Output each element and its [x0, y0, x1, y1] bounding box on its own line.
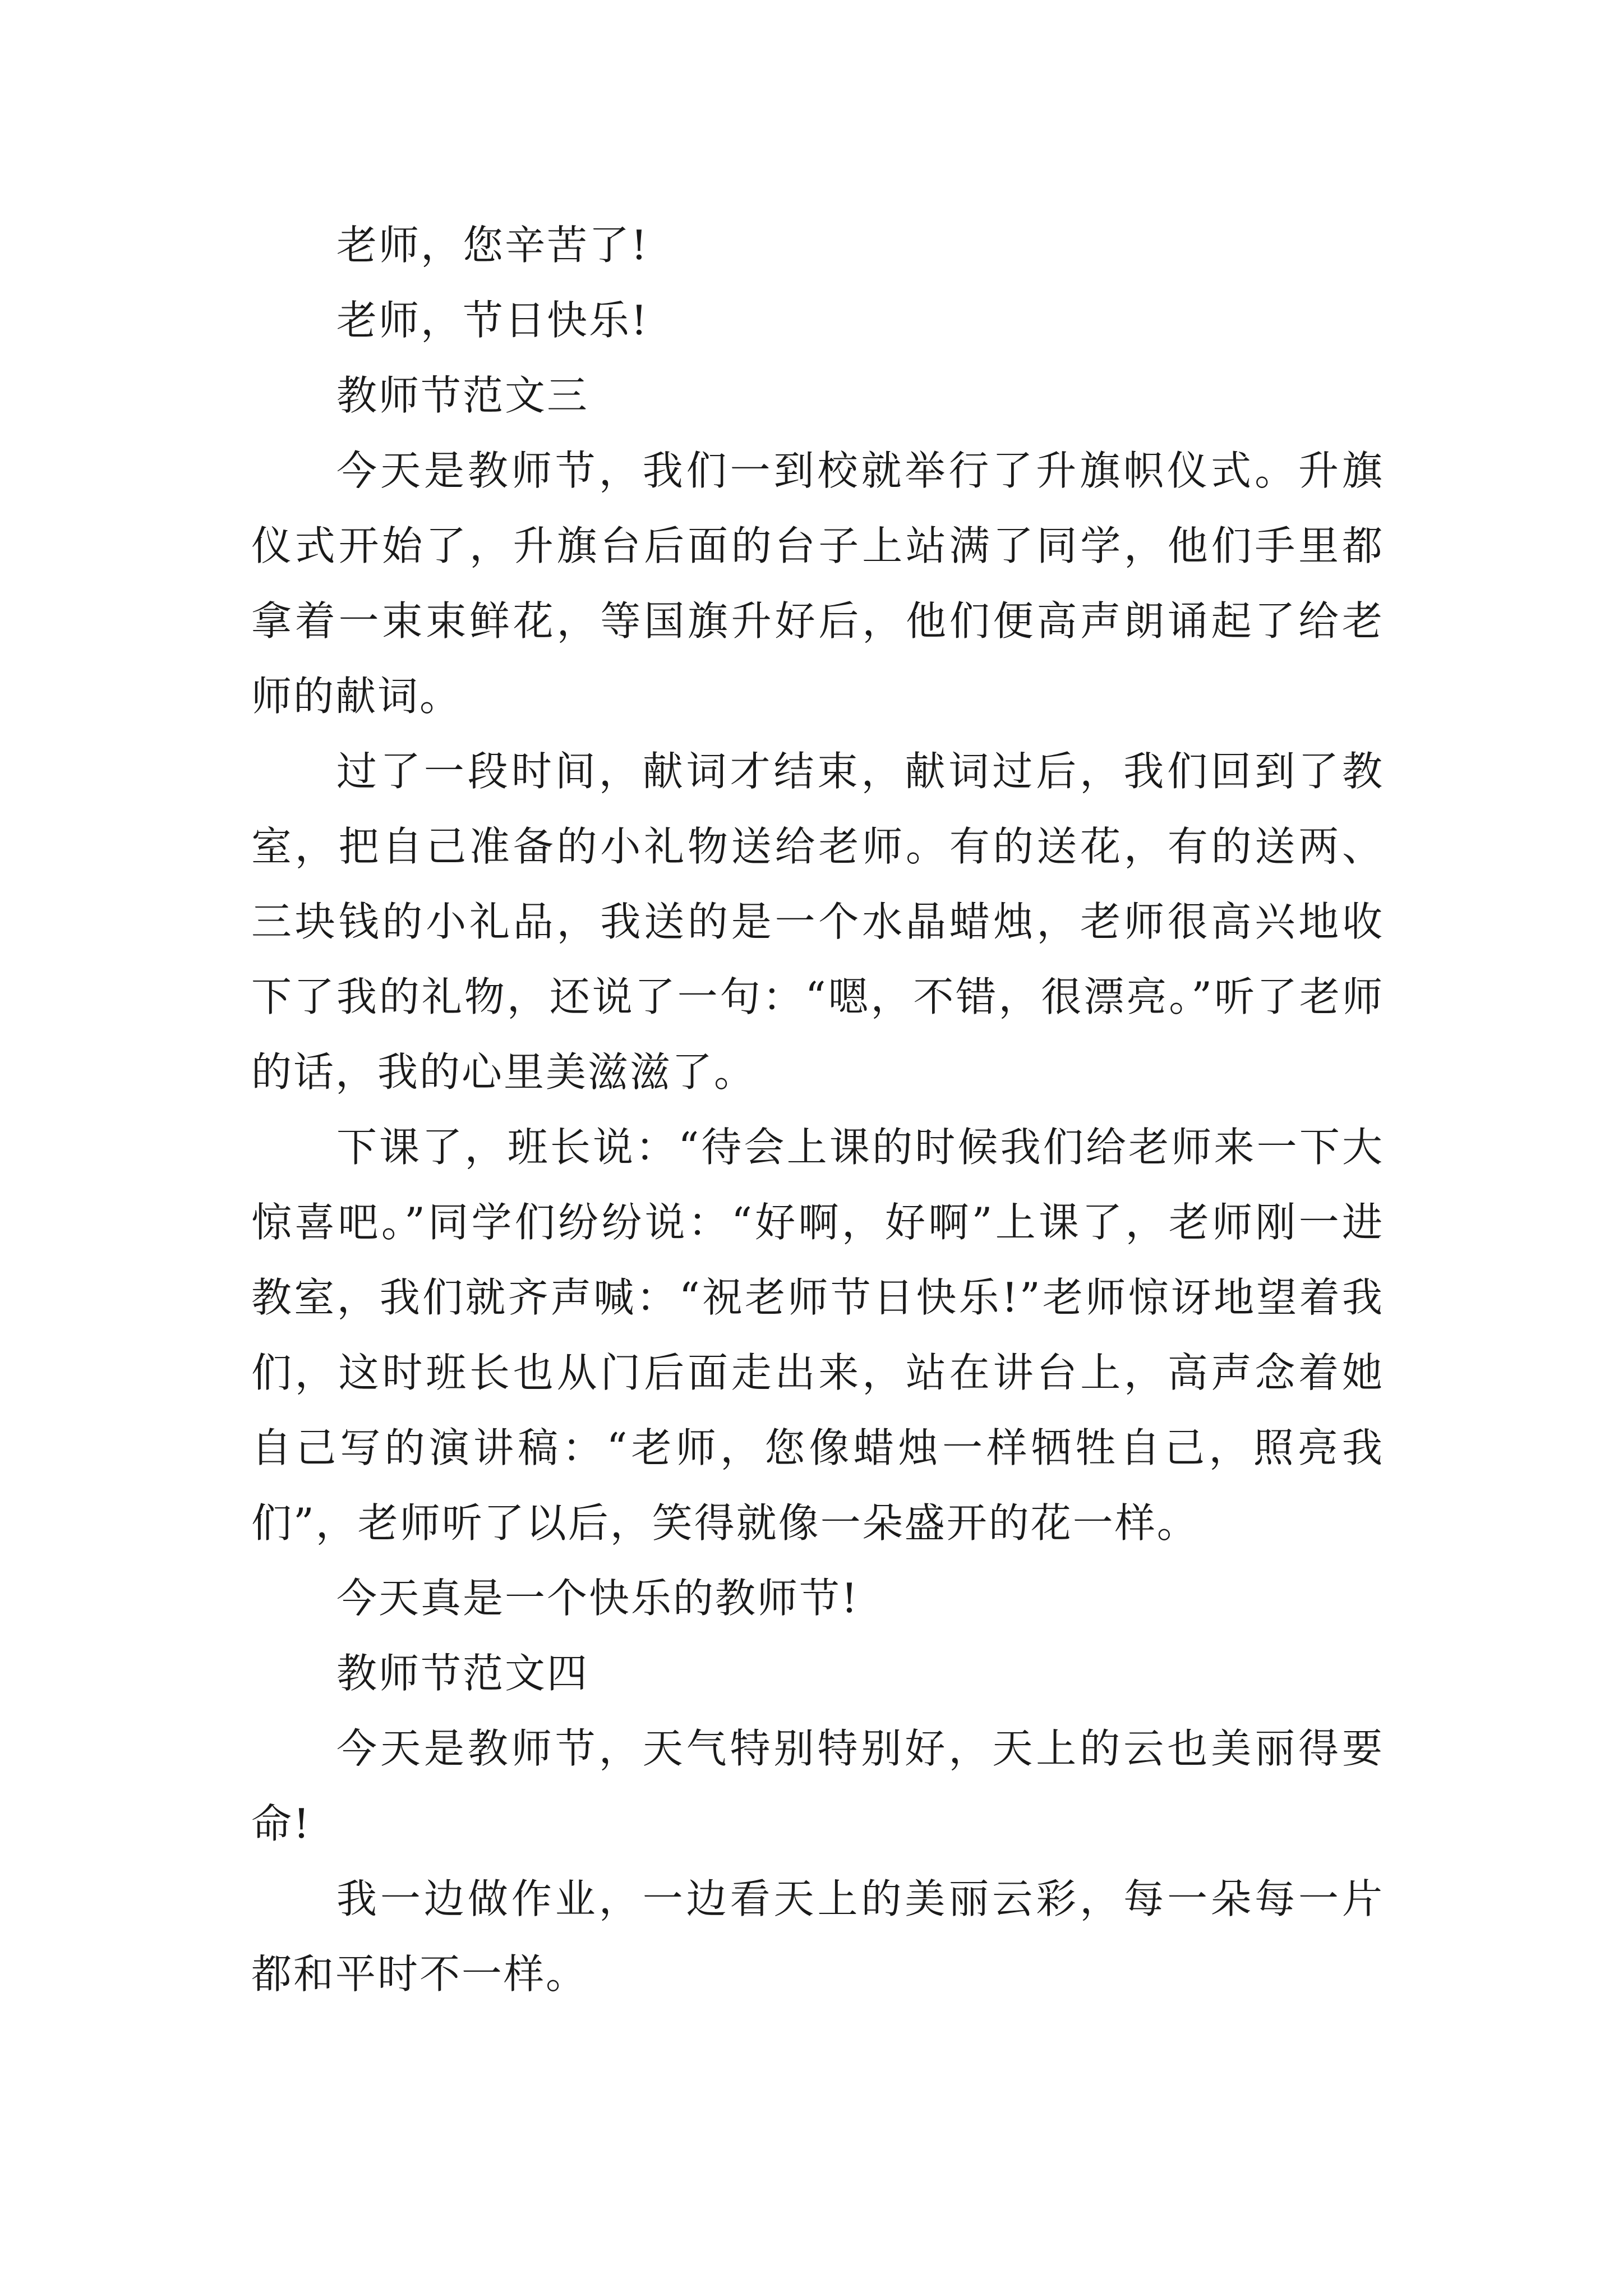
paragraph-gifts: 过了一段时间，献词才结束，献词过后，我们回到了教室，把自己准备的小礼物送给老师。有的送花，有的送两、三块钱的小礼品，我送的是一个水晶蜡烛，老师很高兴地收下了我的礼物，还说了一句：“嗯，不错，很漂亮。”听了老师的话，我的心里美滋滋了。	[251, 748, 1384, 1096]
paragraph-closing-2: 老师，节日快乐!	[336, 297, 649, 344]
document-body	[251, 208, 1384, 2012]
paragraph-surprise: 下课了，班长说：“待会上课的时候我们给老师来一下大惊喜吧。”同学们纷纷说：“好啊，好啊”上课了，老师刚一进教室，我们就齐声喊：“祝老师节日快乐!”老师惊讶地望着我们，这时班长也从门后面走出来，站在讲台上，高声念着她自己写的演讲稿：“老师，您像蜡烛一样牺牲自己，照亮我们”，老师听了以后，笑得就像一朵盛开的花一样。	[251, 1124, 1384, 1547]
section-heading-4: 教师节范文四	[336, 1650, 589, 1697]
paragraph-happy-day: 今天真是一个快乐的教师节!	[336, 1575, 859, 1622]
paragraph-closing-1: 老师，您辛苦了!	[336, 222, 649, 269]
paragraph-clouds: 我一边做作业，一边看天上的美丽云彩，每一朵每一片都和平时不一样。	[251, 1875, 1384, 1998]
paragraph-flag-ceremony: 今天是教师节，我们一到校就举行了升旗帜仪式。升旗仪式开始了，升旗台后面的台子上站满了同学，他们手里都拿着一束束鲜花，等国旗升好后，他们便高声朗诵起了给老师的献词。	[251, 447, 1384, 720]
section-heading-3: 教师节范文三	[336, 372, 589, 419]
paragraph-weather: 今天是教师节，天气特别特别好，天上的云也美丽得要命!	[251, 1725, 1384, 1847]
